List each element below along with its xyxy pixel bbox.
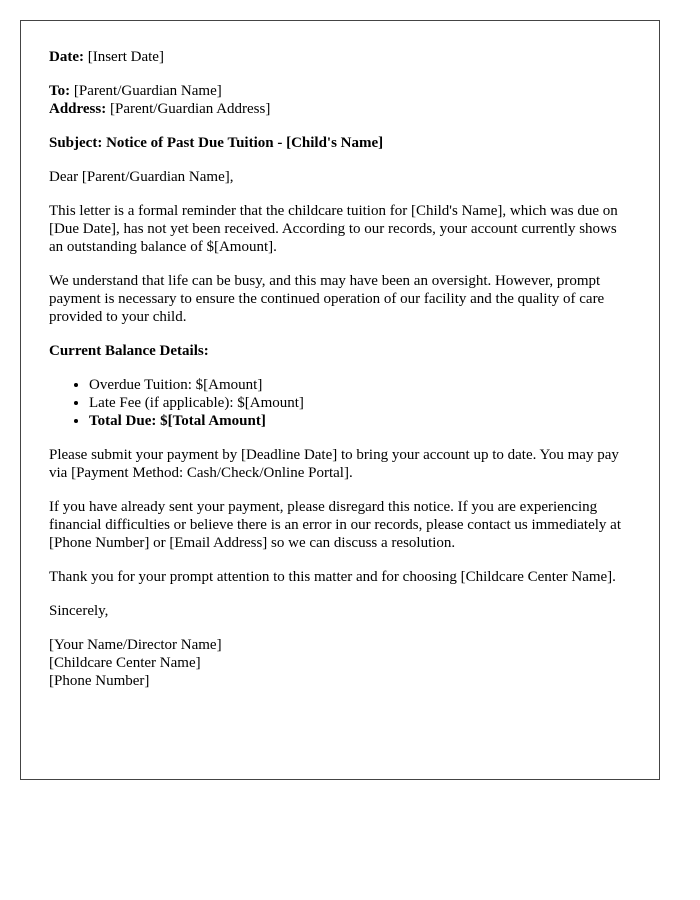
signature-phone: [Phone Number] [49,673,150,689]
body-paragraph-1: This letter is a formal reminder that the childcare tuition for [Child's Name], which was due on [Due Date], has not yet been received. According to our records, your account currently shows an outstanding balance of $[Amount]. [49,203,618,255]
balance-item-late-fee: • Late Fee (if applicable): $[Amount] [89,394,631,412]
salutation: Dear [Parent/Guardian Name], [49,169,234,185]
date-line [49,48,631,66]
balance-item-total-due: • Total Due: $[Total Amount] [89,412,631,430]
balance-list [49,376,631,430]
balance-heading: Current Balance Details: [49,343,209,359]
signature-name: [Your Name/Director Name] [49,637,222,653]
body-paragraph-4: If you have already sent your payment, please disregard this notice. If you are experiencing financial difficulties or believe there is an error in our records, please contact us immediately at [Phone Number] or [Email Address] so we can discuss a resolution. [49,499,621,551]
to-label: To: [49,83,71,99]
address-label: Address: [49,101,107,117]
sign-off: Sincerely, [49,603,109,619]
date-label: Date: [49,49,84,65]
body-paragraph-3: Please submit your payment by [Deadline Date] to bring your account up to date. You may pay via [Payment Method: Cash/Check/Online Portal]. [49,447,619,481]
body-paragraph-2: We understand that life can be busy, and this may have been an oversight. However, prompt payment is necessary to ensure the continued operation of our facility and the quality of care provided to your child. [49,273,605,325]
recipient-block [49,82,631,118]
balance-item-overdue-tuition: • Overdue Tuition: $[Amount] [89,376,631,394]
body-paragraph-5: Thank you for your prompt attention to this matter and for choosing [Childcare Center Name]. [49,569,616,585]
date-value: [Insert Date] [87,49,164,65]
address-value: [Parent/Guardian Address] [109,101,271,117]
signature-block [49,636,631,690]
signature-center-name: [Childcare Center Name] [49,655,201,671]
subject-line: Subject: Notice of Past Due Tuition - [Child's Name] [49,135,384,151]
to-value: [Parent/Guardian Name] [73,83,222,99]
letter-document [20,20,660,780]
